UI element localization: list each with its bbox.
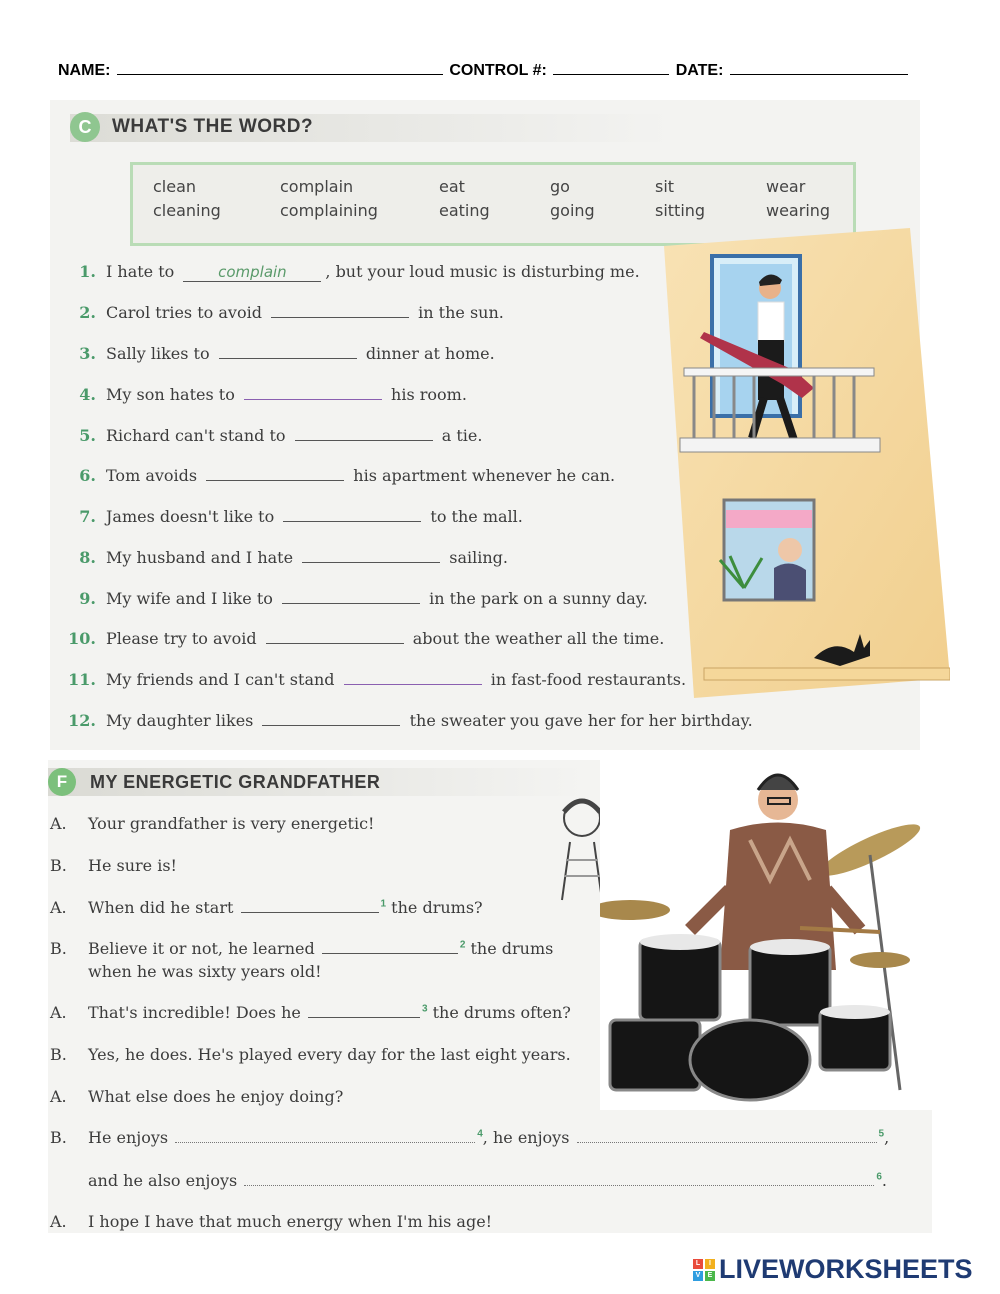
dialogue-line: B. Believe it or not, he learned $^2$ the drums	[50, 939, 554, 958]
dialogue-line: A. What else does he enjoy doing?	[50, 1087, 344, 1106]
section-f-title: MY ENERGETIC GRANDFATHER	[90, 771, 381, 792]
answer-field[interactable]	[219, 344, 357, 359]
answer-field-2[interactable]	[322, 939, 458, 954]
word-bank-item: complain	[280, 177, 354, 196]
date-field[interactable]	[730, 60, 908, 75]
name-field[interactable]	[117, 60, 443, 75]
dialogue-line: B. He sure is!	[50, 856, 177, 875]
answer-field-6[interactable]	[244, 1171, 874, 1186]
answer-field[interactable]	[271, 303, 409, 318]
word-bank-item: complaining	[280, 201, 378, 220]
answer-field[interactable]	[344, 670, 482, 685]
answer-field-5[interactable]	[577, 1128, 877, 1143]
section-c-heading	[70, 112, 313, 142]
word-bank-item: eating	[439, 201, 490, 220]
answer-field[interactable]	[283, 507, 421, 522]
dialogue-line: A. When did he start $^1$ the drums?	[50, 898, 483, 917]
question-row: 5. Richard can't stand to a tie.	[79, 426, 483, 445]
date-label: DATE:	[675, 62, 724, 79]
grandfather-drummer-photo	[600, 760, 932, 1110]
dialogue-line: and he also enjoys $^6$.	[88, 1171, 887, 1190]
word-bank-item: sitting	[655, 201, 706, 220]
question-row: 7. James doesn't like to to the mall.	[79, 507, 523, 526]
word-bank-item: cleaning	[153, 201, 221, 220]
section-c-badge: C	[70, 112, 100, 142]
dialogue-line-continuation: when he was sixty years old!	[88, 962, 322, 981]
word-bank-item: go	[550, 177, 570, 196]
question-row: 3. Sally likes to dinner at home.	[79, 344, 495, 363]
answer-field[interactable]	[244, 385, 382, 400]
answer-field[interactable]	[206, 466, 344, 481]
question-row: 8. My husband and I hate sailing.	[79, 548, 508, 567]
answer-field[interactable]: complain	[183, 263, 321, 282]
question-row: 4. My son hates to his room.	[79, 385, 467, 404]
answer-field-1[interactable]	[241, 898, 379, 913]
apartment-illustration	[664, 228, 950, 744]
word-bank-item: sit	[655, 177, 675, 196]
word-bank-item: going	[550, 201, 595, 220]
dialogue-line: A. That's incredible! Does he $^3$ the drums often?	[50, 1003, 571, 1022]
dialogue-line: A. Your grandfather is very energetic!	[50, 814, 375, 833]
answer-field-4[interactable]	[175, 1128, 475, 1143]
word-bank-item: wearing	[766, 201, 831, 220]
answer-field[interactable]	[266, 629, 404, 644]
logo-icon: L I V E	[693, 1259, 715, 1281]
answer-field[interactable]	[295, 426, 433, 441]
question-row: 9. My wife and I like to in the park on a sunny day.	[79, 589, 648, 608]
dialogue-line: A. I hope I have that much energy when I'm his age!	[50, 1212, 493, 1231]
answer-field[interactable]	[262, 711, 400, 726]
answer-field-3[interactable]	[308, 1003, 420, 1018]
control-field[interactable]	[553, 60, 669, 75]
section-f-heading	[48, 768, 380, 796]
dialogue-line: B. Yes, he does. He's played every day for the last eight years.	[50, 1045, 571, 1064]
question-row: 10. Please try to avoid about the weather all the time.	[68, 629, 665, 648]
control-label: CONTROL #:	[449, 62, 547, 79]
question-row: 2. Carol tries to avoid in the sun.	[79, 303, 504, 322]
name-label: NAME:	[58, 62, 111, 79]
word-bank-item: clean	[153, 177, 197, 196]
worksheet-header	[58, 60, 938, 80]
answer-field[interactable]	[282, 589, 420, 604]
question-row: 12. My daughter likes the sweater you gave her for her birthday.	[68, 711, 753, 730]
dialogue-line: B. He enjoys $^4$, he enjoys $^5$,	[50, 1128, 890, 1147]
answer-field[interactable]	[302, 548, 440, 563]
question-row: 11. My friends and I can't stand in fast-food restaurants.	[68, 670, 687, 689]
liveworksheets-logo	[693, 1254, 973, 1285]
word-bank-item: wear	[766, 177, 806, 196]
word-bank-item: eat	[439, 177, 465, 196]
section-c-title: WHAT'S THE WORD?	[112, 116, 314, 137]
question-row: 1. I hate to complain , but your loud music is disturbing me.	[79, 262, 640, 281]
question-row: 6. Tom avoids his apartment whenever he can.	[79, 466, 616, 485]
logo-text: LIVEWORKSHEETS	[719, 1254, 973, 1284]
section-f-badge: F	[48, 768, 76, 796]
